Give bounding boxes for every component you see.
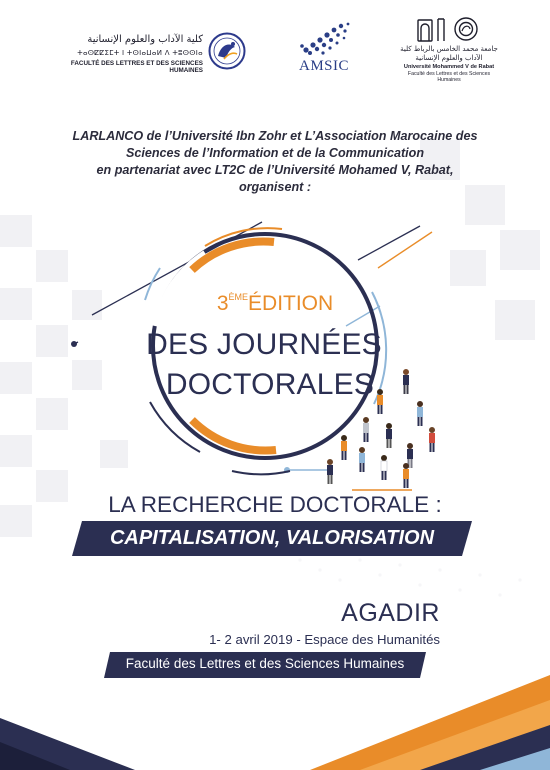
edition-number: 3 [216, 292, 229, 315]
event-city: AGADIR [341, 599, 440, 627]
faculty-french-name: FACULTÉ DES LETTRES ET DES SCIENCES HUMAINES [70, 60, 203, 74]
um5-arabic-name: جامعة محمد الخامس بالرباط كلية الآداب والعلوم الإنسانية [400, 45, 498, 62]
theme-subtitle: CAPITALISATION, VALORISATION [109, 527, 435, 549]
organisers-line: organisent : [238, 180, 312, 194]
event-dates: 1- 2 avril 2019 - Espace des Humanités [209, 632, 440, 647]
organisers-line: Sciences de l’Information et de la Communication [125, 146, 425, 160]
event-venue: Faculté des Lettres et des Sciences Humaines [125, 656, 405, 671]
event-title-line1: DES JOURNÉES [146, 328, 382, 361]
edition-suffix: ÈME [228, 292, 249, 302]
faculty-tifinagh-name: ⵜⴰⵙⵇⵇⵉⵎⵜ ⵏ ⵜⵙⵏⴰⵡⴰⵍ ⴷ ⵜⵓⵙⵙⵏⴰ [77, 49, 203, 57]
um5-faculty-name: Faculté des Lettres et des Sciences Humaines [407, 71, 491, 83]
event-title-line2: DOCTORALES [165, 368, 375, 401]
organisers-line: en partenariat avec LT2C de l’Université Mohamed V, Rabat, [96, 163, 454, 177]
organisers-line: LARLANCO de l’Université Ibn Zohr et L’Association Marocaine des [72, 129, 478, 143]
um5-french-name: Université Mohammed V de Rabat [403, 64, 495, 70]
theme-title: LA RECHERCHE DOCTORALE : [108, 492, 442, 517]
faculty-arabic-name: كلية الآداب والعلوم الإنسانية [87, 34, 203, 45]
amsic-name: AMSIC [298, 58, 349, 74]
edition-word: ÉDITION [248, 292, 334, 315]
